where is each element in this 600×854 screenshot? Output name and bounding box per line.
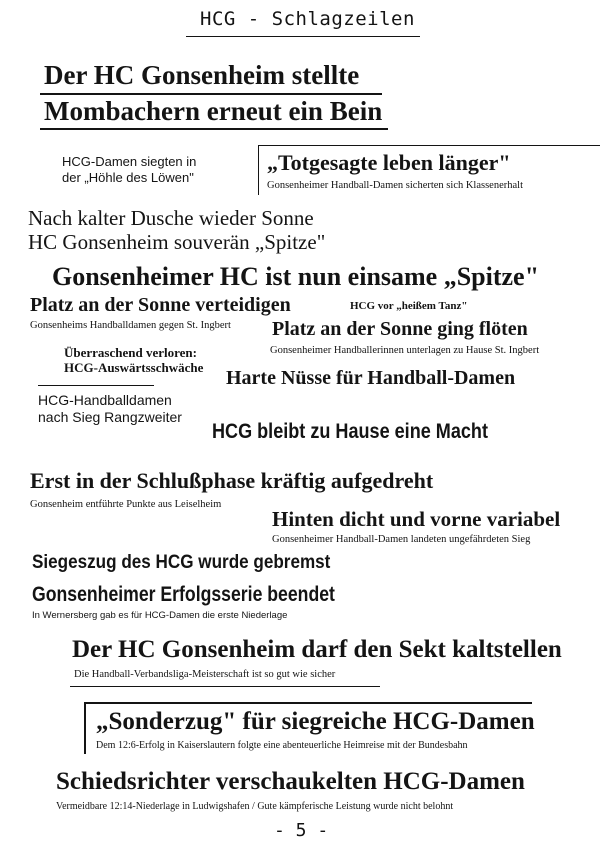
subline-gegen-st-ingbert: Gonsenheims Handballdamen gegen St. Ingbert <box>30 320 231 331</box>
headline-sekt-kaltstellen: Der HC Gonsenheim darf den Sekt kaltstellen <box>72 636 562 663</box>
headline-heissem-tanz: HCG vor „heißem Tanz" <box>350 300 468 312</box>
rule <box>38 385 154 386</box>
subline-klassenerhalt: Gonsenheimer Handball-Damen sicherten sich Klassenerhalt <box>267 180 523 191</box>
page-title: HCG - Schlagzeilen <box>200 8 415 30</box>
headline-harte-nuesse: Harte Nüsse für Handball-Damen <box>226 367 516 389</box>
headline-kalter-dusche: Nach kalter Dusche wieder Sonne <box>28 206 314 230</box>
headline-hoehle-des-loewen: der „Höhle des Löwen" <box>62 170 194 185</box>
subline-ungefaehrdeten-sieg: Gonsenheimer Handball-Damen landeten ungefährdeten Sieg <box>272 534 531 545</box>
headline-siegeszug-gebremst: Siegeszug des HCG wurde gebremst <box>32 552 331 573</box>
subline-wernersberg: In Wernersberg gab es für HCG-Damen die erste Niederlage <box>32 610 288 621</box>
page-number: - 5 - <box>274 820 329 841</box>
rule <box>258 145 600 146</box>
headline-sonderzug: „Sonderzug" für siegreiche HCG-Damen <box>96 708 535 735</box>
subline-leiselheim: Gonsenheim entführte Punkte aus Leiselheim <box>30 499 222 510</box>
rule <box>70 686 380 687</box>
headline-souveraen-spitze: HC Gonsenheim souverän „Spitze" <box>28 230 326 254</box>
headline-einsame-spitze: Gonsenheimer HC ist nun einsame „Spitze" <box>52 262 540 291</box>
headline-schiedsrichter: Schiedsrichter verschaukelten HCG-Damen <box>56 768 525 795</box>
column-rule <box>258 145 259 195</box>
headline-zu-hause-macht: HCG bleibt zu Hause eine Macht <box>212 420 488 443</box>
subline-ludwigshafen: Vermeidbare 12:14-Niederlage in Ludwigshafen / Gute kämpferische Leistung wurde nicht belohnt <box>56 801 454 812</box>
headline-hinten-dicht: Hinten dicht und vorne variabel <box>272 507 561 531</box>
rule <box>40 128 388 130</box>
headline-ueberraschend-verloren: Überraschend verloren: <box>64 345 197 360</box>
rule <box>86 702 532 704</box>
headline-auswaertsschwaeche: HCG-Auswärtsschwäche <box>64 360 204 375</box>
headline-handballdamen: HCG-Handballdamen <box>38 392 172 408</box>
rule <box>40 93 382 95</box>
subline-verbandsliga: Die Handball-Verbandsliga-Meisterschaft ist so gut wie sicher <box>74 669 336 680</box>
column-rule <box>84 702 86 754</box>
headline-schlussphase: Erst in der Schlußphase kräftig aufgedreht <box>30 468 434 493</box>
subline-kaiserslautern: Dem 12:6-Erfolg in Kaiserslautern folgte eine abenteuerliche Heimreise mit der Bundesbahn <box>96 740 468 751</box>
headline-mombachern: Mombachern erneut ein Bein <box>44 96 383 126</box>
headline-platz-floeten: Platz an der Sonne ging flöten <box>272 318 528 340</box>
subline-unterlagen: Gonsenheimer Handballerinnen unterlagen zu Hause St. Ingbert <box>270 345 540 356</box>
header-rule <box>186 36 420 37</box>
headline-hcg-damen-siegten: HCG-Damen siegten in <box>62 154 197 169</box>
headline-totgesagte: „Totgesagte leben länger" <box>267 150 511 175</box>
headline-erfolgsserie-beendet: Gonsenheimer Erfolgsserie beendet <box>32 583 335 606</box>
headline-rangzweiter: nach Sieg Rangzweiter <box>38 409 182 425</box>
headline-hc-gonsenheim-stellte: Der HC Gonsenheim stellte <box>44 60 360 90</box>
headline-platz-verteidigen: Platz an der Sonne verteidigen <box>30 294 291 316</box>
